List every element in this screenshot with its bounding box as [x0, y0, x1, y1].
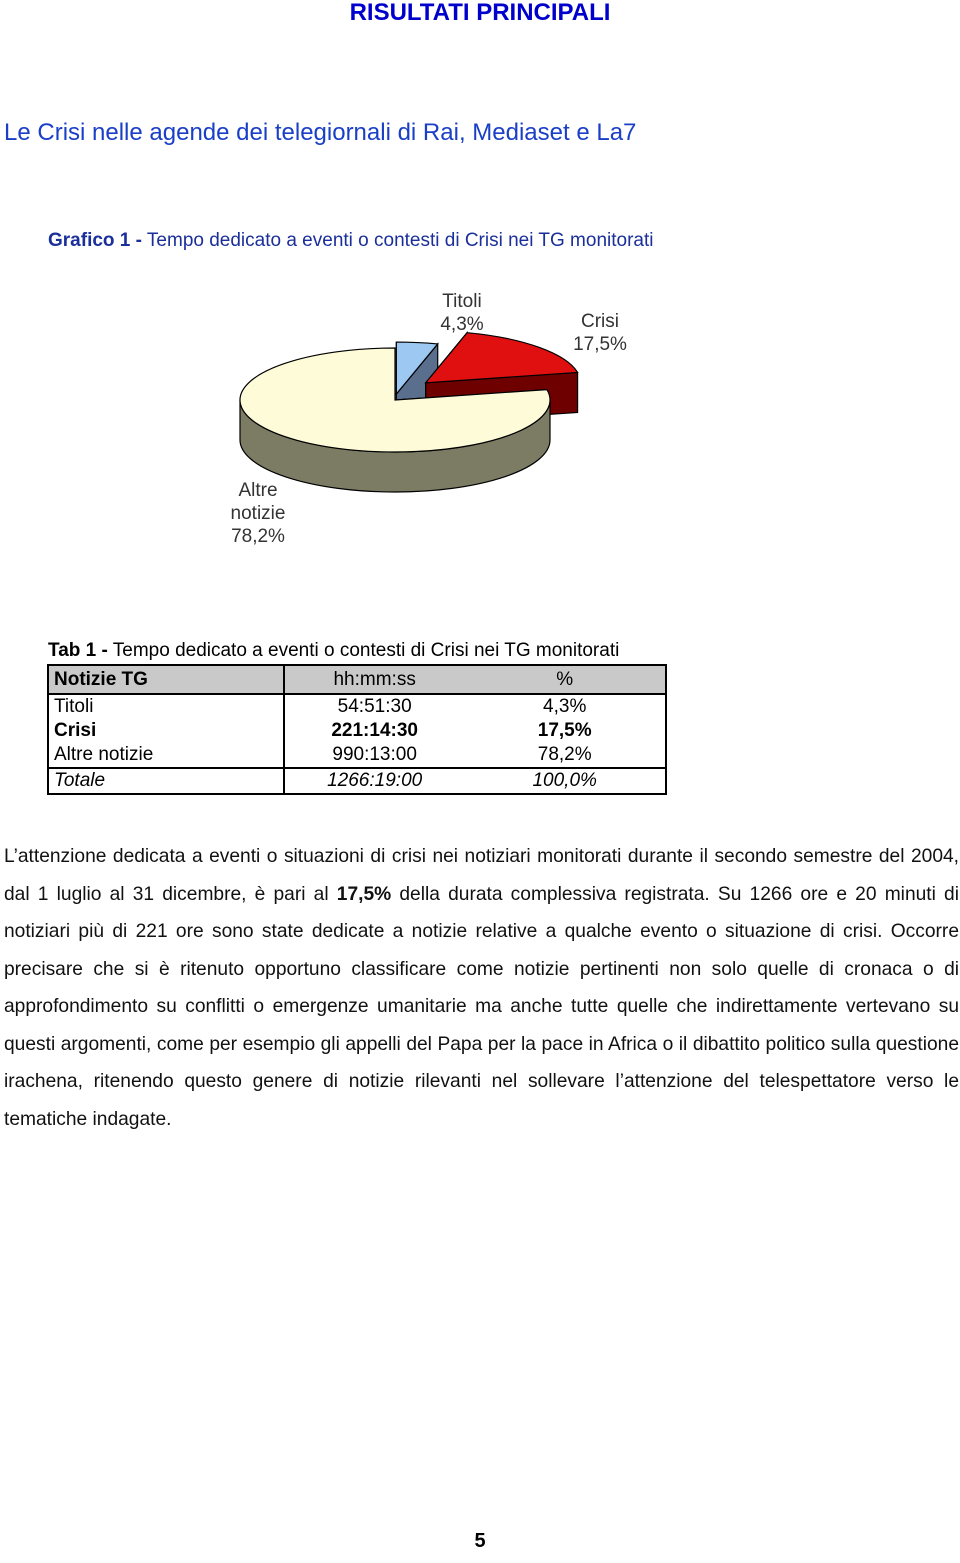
table-caption [48, 638, 619, 664]
body-highlight: 17,5% [336, 883, 392, 905]
page-number: 5 [474, 1530, 486, 1552]
chart-caption-prefix: Grafico 1 - [48, 230, 142, 251]
slice-label-titoli-value: 4,3% [440, 314, 484, 335]
table-cell: Totale [48, 768, 284, 794]
slice-label-crisi-value: 17,5% [573, 334, 627, 355]
data-table [47, 664, 667, 795]
body-text-start: L’attenzione dedicata a eventi o situazioni di crisi nei notiziari monitorati durante il secondo semestre del 2004, dal 1 luglio al 31 dicembre, è pari al [4, 846, 959, 905]
table-header-cell: % [464, 665, 666, 694]
slice-label-crisi [562, 310, 638, 356]
body-text-end: della durata complessiva registrata. Su 1266 ore e 20 minuti di notiziari più di 221 ore sono state dedicate a notizie relative a qualche evento o situazione di crisi. Occorre precisare che si è ritenuto opportuno classificare come notizie pertinenti non solo quelle di cronaca o di approfondimento su conflitti o emergenze umanitarie ma anche tutte quelle che indirettamente vertevano su questi argomenti, come per esempio gli appelli del Papa per la pace in Africa o il dibattito politico sulla questione irachena, ritenendo questo genere di notizie rilevanti nel sollevare l’attenzione del telespettatore verso le tematiche indagate. [4, 883, 959, 1130]
table-total-row [48, 768, 666, 794]
table-cell: Altre notizie [48, 743, 284, 768]
slice-label-crisi-name: Crisi [581, 311, 619, 332]
table-cell: 4,3% [464, 694, 666, 719]
chart-caption [48, 228, 653, 254]
table-cell: 990:13:00 [332, 744, 417, 765]
table-cell: 1266:19:00 [284, 768, 464, 794]
table-cell: 100,0% [464, 768, 666, 794]
table-header-cell: Notizie TG [48, 665, 284, 694]
slice-label-altre-name-1: Altre [238, 480, 278, 501]
table-row [48, 694, 666, 719]
table-header-cell: hh:mm:ss [284, 665, 464, 694]
page-title: RISULTATI PRINCIPALI [349, 0, 611, 26]
table-cell: 54:51:30 [337, 696, 412, 717]
table-cell: 17,5% [464, 719, 666, 743]
table-cell: Titoli [48, 694, 284, 719]
slice-label-altre-value: 78,2% [231, 526, 285, 547]
table-caption-text: Tempo dedicato a eventi o contesti di Crisi nei TG monitorati [107, 640, 620, 661]
table-caption-prefix: Tab 1 - [48, 640, 108, 661]
slice-label-titoli-name: Titoli [442, 291, 482, 312]
table-header-row [48, 665, 666, 694]
slice-label-titoli [420, 290, 504, 336]
table-row [48, 719, 666, 743]
body-paragraph [4, 838, 959, 1138]
slice-label-altre [220, 479, 296, 548]
chart-caption-text: Tempo dedicato a eventi o contesti di Crisi nei TG monitorati [141, 230, 654, 251]
table-cell: 78,2% [464, 743, 666, 768]
table-cell: 221:14:30 [331, 720, 418, 741]
slice-label-altre-name-2: notizie [230, 503, 286, 524]
section-title: Le Crisi nelle agende dei telegiornali di Rai, Mediaset e La7 [4, 119, 637, 146]
table-row [48, 743, 666, 768]
table-cell: Crisi [48, 719, 284, 743]
